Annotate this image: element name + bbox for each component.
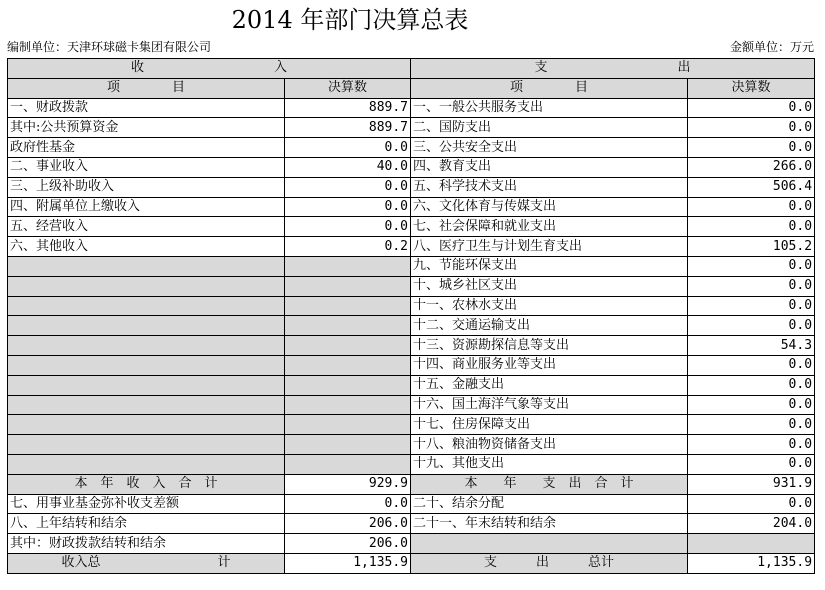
expense-item-value: 506.4 xyxy=(688,177,815,197)
expense-item-label: 十八、粮油物资储备支出 xyxy=(411,435,688,455)
expense-item-value: 0.0 xyxy=(688,197,815,217)
expense-item-value: 0.0 xyxy=(688,375,815,395)
expense-item-label: 八、医疗卫生与计划生育支出 xyxy=(411,237,688,257)
income-item-label: 五、经营收入 xyxy=(8,217,285,237)
page-title: 2014 年部门决算总表 xyxy=(231,6,469,34)
expense-item-value: 0.0 xyxy=(688,454,815,474)
report-meta xyxy=(7,38,814,57)
empty-cell xyxy=(285,415,411,435)
empty-cell xyxy=(285,435,411,455)
expense-item-value: 0.0 xyxy=(688,316,815,336)
table-row xyxy=(8,197,815,217)
income-total-label: 本 年 收 入 合 计 xyxy=(8,474,285,494)
bottom-expense-value: 0.0 xyxy=(688,494,815,514)
grand-expense-value: 1,135.9 xyxy=(688,553,815,573)
expense-item-value: 0.0 xyxy=(688,118,815,138)
bottom-income-value: 206.0 xyxy=(285,534,411,554)
table-row xyxy=(8,336,815,356)
expense-item-value: 0.0 xyxy=(688,276,815,296)
table-row xyxy=(8,157,815,177)
income-item-label: 政府性基金 xyxy=(8,138,285,158)
income-item-value: 0.2 xyxy=(285,237,411,257)
empty-cell xyxy=(8,415,285,435)
expense-item-label: 十七、住房保障支出 xyxy=(411,415,688,435)
empty-cell xyxy=(8,316,285,336)
income-section-header: 收 入 xyxy=(8,59,411,79)
bottom-income-label: 七、用事业基金弥补收支差额 xyxy=(8,494,285,514)
empty-cell xyxy=(8,395,285,415)
expense-item-label: 十六、国土海洋气象等支出 xyxy=(411,395,688,415)
income-item-value: 0.0 xyxy=(285,138,411,158)
expense-item-label: 十三、资源勘探信息等支出 xyxy=(411,336,688,356)
empty-cell xyxy=(8,256,285,276)
expense-item-label: 六、文化体育与传媒支出 xyxy=(411,197,688,217)
income-item-value: 0.0 xyxy=(285,217,411,237)
empty-cell xyxy=(285,336,411,356)
table-row xyxy=(8,534,815,554)
table-row xyxy=(8,375,815,395)
empty-cell xyxy=(285,375,411,395)
expense-total-label: 本 年 支 出 合 计 xyxy=(411,474,688,494)
expense-item-value: 0.0 xyxy=(688,296,815,316)
expense-item-value: 0.0 xyxy=(688,217,815,237)
table-row xyxy=(8,177,815,197)
table-row xyxy=(8,296,815,316)
expense-item-label: 十一、农林水支出 xyxy=(411,296,688,316)
expense-item-value: 266.0 xyxy=(688,157,815,177)
table-row xyxy=(8,256,815,276)
bottom-expense-value: 204.0 xyxy=(688,514,815,534)
table-row xyxy=(8,415,815,435)
bottom-income-value: 0.0 xyxy=(285,494,411,514)
table-row xyxy=(8,316,815,336)
grand-expense-label: 支 出 总计 xyxy=(411,553,688,573)
expense-item-label: 十二、交通运输支出 xyxy=(411,316,688,336)
table-row xyxy=(8,276,815,296)
table-row xyxy=(8,494,815,514)
expense-section-header: 支 出 xyxy=(411,59,815,79)
table-row xyxy=(8,435,815,455)
table-row xyxy=(8,138,815,158)
income-item-value: 889.7 xyxy=(285,98,411,118)
bottom-income-label: 其中：财政拨款结转和结余 xyxy=(8,534,285,554)
income-item-value: 40.0 xyxy=(285,157,411,177)
income-amount-header: 决算数 xyxy=(285,78,411,98)
expense-item-value: 0.0 xyxy=(688,355,815,375)
empty-cell xyxy=(8,276,285,296)
expense-item-label: 一、一般公共服务支出 xyxy=(411,98,688,118)
expense-item-label: 二、国防支出 xyxy=(411,118,688,138)
expense-item-label: 四、教育支出 xyxy=(411,157,688,177)
empty-cell xyxy=(285,296,411,316)
table-row xyxy=(8,514,815,534)
empty-cell xyxy=(285,316,411,336)
empty-cell xyxy=(285,355,411,375)
expense-item-value: 105.2 xyxy=(688,237,815,257)
income-item-value: 0.0 xyxy=(285,177,411,197)
table-row xyxy=(8,118,815,138)
empty-cell xyxy=(8,336,285,356)
section-header-row xyxy=(8,59,815,79)
income-item-value: 889.7 xyxy=(285,118,411,138)
expense-item-label: 九、节能环保支出 xyxy=(411,256,688,276)
table-row xyxy=(8,395,815,415)
expense-item-value: 0.0 xyxy=(688,256,815,276)
bottom-expense-label: 二十一、年末结转和结余 xyxy=(411,514,688,534)
empty-cell xyxy=(8,435,285,455)
income-item-label: 一、财政拨款 xyxy=(8,98,285,118)
table-row xyxy=(8,454,815,474)
expense-item-label: 十四、商业服务业等支出 xyxy=(411,355,688,375)
empty-cell xyxy=(8,375,285,395)
expense-item-value: 54.3 xyxy=(688,336,815,356)
table-row xyxy=(8,98,815,118)
income-item-label: 三、上级补助收入 xyxy=(8,177,285,197)
grand-income-value: 1,135.9 xyxy=(285,553,411,573)
expense-item-value: 0.0 xyxy=(688,435,815,455)
amount-unit-label: 金额单位：万元 xyxy=(729,40,814,54)
income-item-label: 二、事业收入 xyxy=(8,157,285,177)
expense-item-label: 十九、其他支出 xyxy=(411,454,688,474)
empty-cell xyxy=(8,454,285,474)
income-item-label: 四、附属单位上缴收入 xyxy=(8,197,285,217)
empty-cell xyxy=(8,355,285,375)
bottom-expense-label: 二十、结余分配 xyxy=(411,494,688,514)
expense-item-value: 0.0 xyxy=(688,138,815,158)
empty-cell xyxy=(285,395,411,415)
income-item-value: 0.0 xyxy=(285,197,411,217)
expense-item-label: 三、公共安全支出 xyxy=(411,138,688,158)
income-item-header: 项 目 xyxy=(8,78,285,98)
empty-cell xyxy=(8,296,285,316)
totals-row xyxy=(8,474,815,494)
expense-item-value: 0.0 xyxy=(688,395,815,415)
income-item-label: 六、其他收入 xyxy=(8,237,285,257)
table-row xyxy=(8,217,815,237)
budget-table xyxy=(7,58,815,574)
expense-item-header: 项 目 xyxy=(411,78,688,98)
expense-item-label: 五、科学技术支出 xyxy=(411,177,688,197)
expense-item-value: 0.0 xyxy=(688,415,815,435)
expense-item-value: 0.0 xyxy=(688,98,815,118)
unit-label: 编制单位：天津环球磁卡集团有限公司 xyxy=(7,40,212,54)
empty-cell xyxy=(285,256,411,276)
table-row xyxy=(8,355,815,375)
bottom-income-value: 206.0 xyxy=(285,514,411,534)
grand-total-row xyxy=(8,553,815,573)
expense-item-label: 十五、金融支出 xyxy=(411,375,688,395)
bottom-expense-label xyxy=(411,534,688,554)
income-total-value: 929.9 xyxy=(285,474,411,494)
bottom-income-label: 八、上年结转和结余 xyxy=(8,514,285,534)
income-item-label: 其中:公共预算资金 xyxy=(8,118,285,138)
expense-item-label: 七、社会保障和就业支出 xyxy=(411,217,688,237)
table-row xyxy=(8,237,815,257)
grand-income-label: 收入总 计 xyxy=(8,553,285,573)
empty-cell xyxy=(285,276,411,296)
empty-cell xyxy=(285,454,411,474)
expense-amount-header: 决算数 xyxy=(688,78,815,98)
expense-item-label: 十、城乡社区支出 xyxy=(411,276,688,296)
expense-total-value: 931.9 xyxy=(688,474,815,494)
column-header-row xyxy=(8,78,815,98)
bottom-expense-value xyxy=(688,534,815,554)
